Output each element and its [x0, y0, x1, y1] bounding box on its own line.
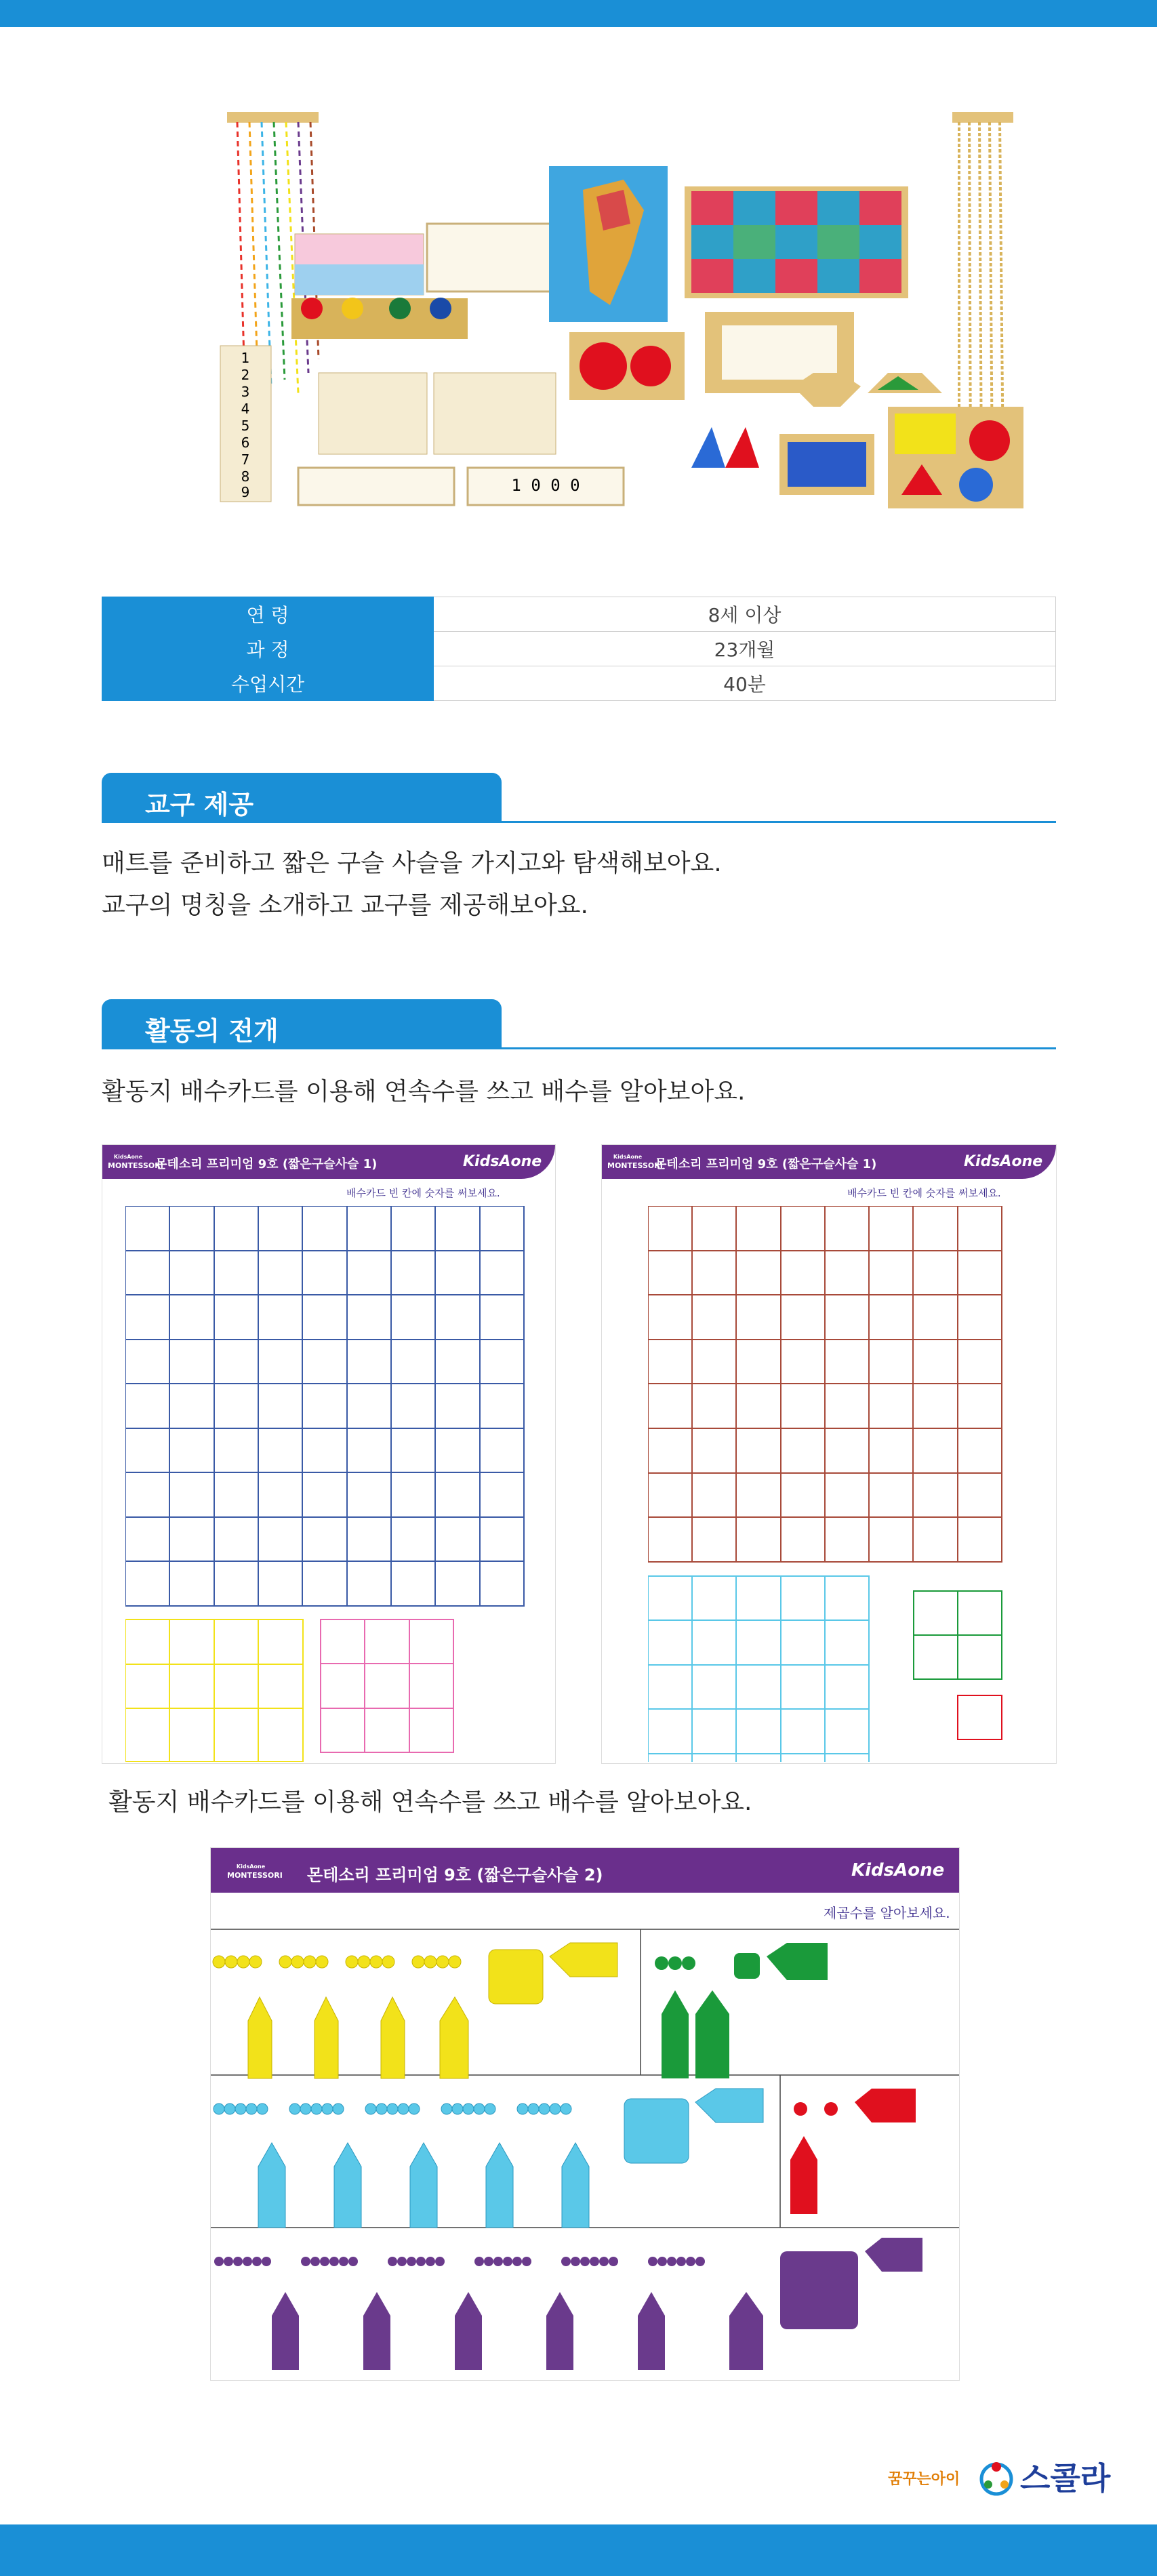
info-row-time [102, 666, 1056, 701]
montessori-materials-illustration [217, 88, 1030, 522]
worksheet-blue [102, 1144, 556, 1764]
scholar-logo-icon [976, 2457, 1017, 2498]
montessori-logo: KidsAone MONTESSORI [108, 1154, 163, 1170]
worksheet-title: 몬테소리 프리미엄 9호 (짧은구슬사슬 2) [307, 1866, 603, 1885]
info-row-course [102, 632, 1056, 666]
svg-text:8: 8 [241, 468, 250, 485]
worksheet-header [102, 1145, 555, 1179]
yellow-chain [213, 1943, 617, 2078]
svg-text:4: 4 [241, 401, 250, 417]
multiple-cards-grid [648, 1206, 1028, 1762]
montessori-logo: KidsAone MONTESSORI [607, 1154, 663, 1170]
worksheet-header [211, 1848, 959, 1893]
info-key: 수업시간 [102, 666, 434, 701]
kidsone-logo: KidsAone [964, 1153, 1043, 1170]
section2-line-2: 활동지 배수카드를 이용해 연속수를 쓰고 배수를 알아보아요. [108, 1788, 752, 1816]
section2-line: 활동지 배수카드를 이용해 연속수를 쓰고 배수를 알아보아요. [102, 1078, 746, 1106]
multiple-cards-grid [125, 1206, 532, 1762]
bottom-bar [0, 2524, 1157, 2576]
svg-text:7: 7 [241, 451, 250, 468]
kidsone-logo: KidsAone [851, 1860, 945, 1880]
section1-line-2: 교구의 명칭을 소개하고 교구를 제공해보아요. [102, 891, 588, 919]
footer-slogan: 꿈꾸는아이 [888, 2471, 960, 2488]
footer-brand: 스콜라 [1020, 2460, 1111, 2497]
worksheet-title: 몬테소리 프리미엄 9호 (짧은구슬사슬 1) [155, 1157, 378, 1171]
section-header-activity [102, 999, 1056, 1049]
svg-text:1 0 0 0: 1 0 0 0 [511, 476, 580, 495]
info-value: 8세 이상 [434, 597, 1056, 632]
cyan-chain [214, 2089, 763, 2228]
info-table [102, 597, 1056, 701]
info-key: 과 정 [102, 632, 434, 666]
section-title: 활동의 전개 [145, 1016, 279, 1046]
section-title: 교구 제공 [145, 790, 254, 820]
svg-text:1: 1 [241, 350, 250, 366]
worksheet-instruction: 배수카드 빈 칸에 숫자를 써보세요. [847, 1187, 1001, 1199]
svg-text:6: 6 [241, 435, 250, 451]
checker-board [691, 191, 901, 293]
svg-text:5: 5 [241, 418, 250, 434]
green-chain [655, 1943, 828, 2078]
kidsone-logo: KidsAone [463, 1153, 542, 1170]
svg-text:2: 2 [241, 367, 250, 383]
info-value: 40분 [434, 666, 1056, 701]
left-bead-rack [227, 112, 319, 123]
worksheet-instruction: 제곱수를 알아보세요. [824, 1905, 950, 1921]
section1-line-1: 매트를 준비하고 짧은 구슬 사슬을 가지고와 탐색해보아요. [102, 849, 722, 877]
bead-chain-diagram [211, 1916, 959, 2380]
svg-text:9: 9 [241, 484, 250, 500]
info-key: 연 령 [102, 597, 434, 632]
worksheet-instruction: 배수카드 빈 칸에 숫자를 써보세요. [346, 1187, 500, 1199]
purple-chain [214, 2238, 922, 2370]
number-cards [220, 346, 271, 502]
worksheet-squares [210, 1847, 960, 2381]
section-underline [502, 821, 1056, 823]
section-tab [102, 999, 502, 1049]
worksheet-brown [601, 1144, 1057, 1764]
red-chain [790, 2089, 916, 2214]
worksheet-header [602, 1145, 1056, 1179]
section-tab [102, 773, 502, 823]
svg-text:3: 3 [241, 384, 250, 400]
section-underline [502, 1047, 1056, 1049]
section-header-materials [102, 773, 1056, 823]
top-bar [0, 0, 1157, 27]
worksheet-title: 몬테소리 프리미엄 9호 (짧은구슬사슬 1) [655, 1157, 877, 1171]
montessori-logo: KidsAone MONTESSORI [227, 1864, 283, 1880]
info-value: 23개월 [434, 632, 1056, 666]
info-row-age [102, 597, 1056, 632]
